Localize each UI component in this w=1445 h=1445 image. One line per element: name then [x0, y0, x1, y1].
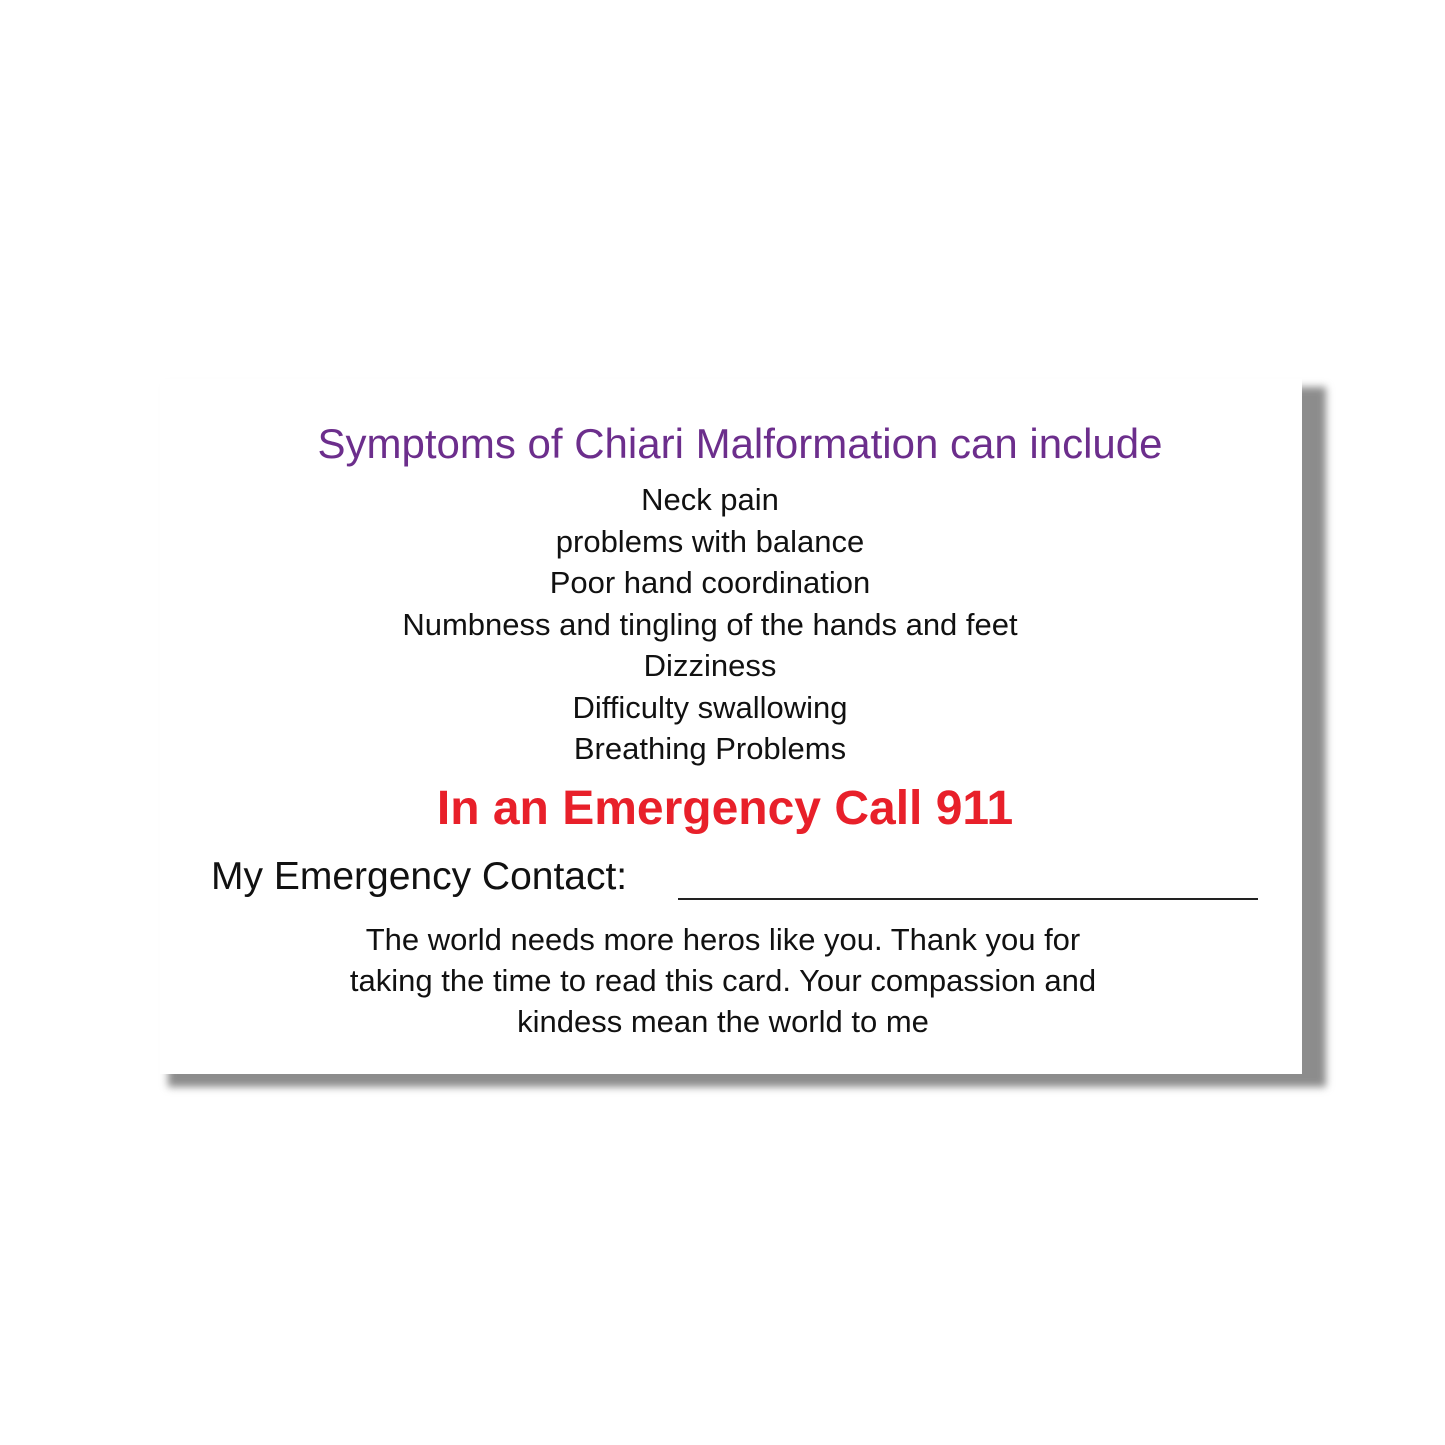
emergency-contact-label: My Emergency Contact:: [211, 855, 628, 898]
symptom-item: Dizziness: [643, 648, 777, 683]
card-heading: Symptoms of Chiari Malformation can include: [317, 420, 1163, 467]
emergency-info-card: [160, 379, 1302, 1074]
thank-you-line: The world needs more heros like you. Thank you for: [365, 922, 1081, 957]
symptoms-list: [160, 479, 1260, 770]
symptom-item: Numbness and tingling of the hands and feet: [402, 606, 1018, 642]
symptom-item: problems with balance: [555, 523, 865, 559]
symptom-item: Neck pain: [641, 482, 779, 517]
emergency-call-notice: In an Emergency Call 911: [436, 782, 1014, 835]
thank-you-message: [160, 919, 1286, 1042]
thank-you-line: taking the time to read this card. Your compassion and: [349, 963, 1097, 998]
emergency-contact-row: [211, 854, 1271, 904]
emergency-contact-blank-line: [678, 898, 1258, 900]
thank-you-line: kindess mean the world to me: [517, 1004, 929, 1039]
symptom-item: Breathing Problems: [573, 731, 847, 766]
symptom-item: Poor hand coordination: [549, 565, 871, 600]
symptom-item: Difficulty swallowing: [572, 689, 848, 725]
